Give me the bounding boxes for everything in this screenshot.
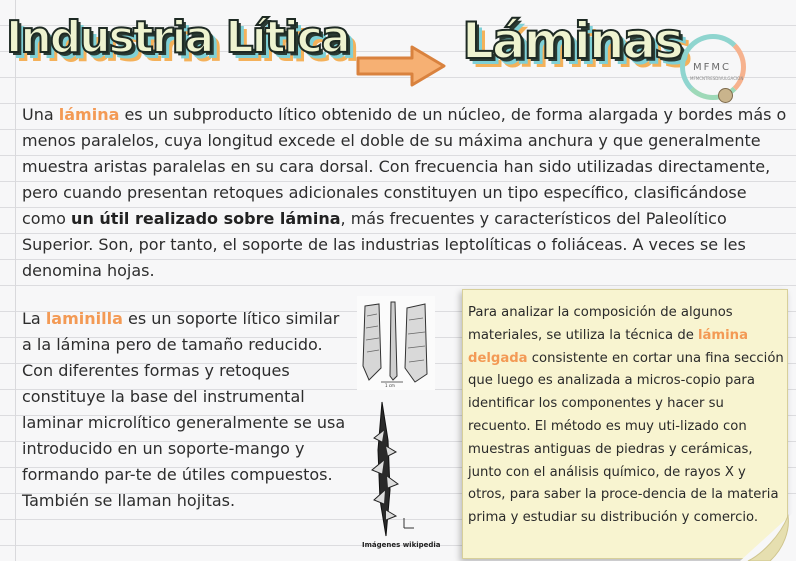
p2-text-1: La [22,309,46,328]
note-text-2: consistente en cortar una fina sección que luego es analizada a micros-copio para identificar los componentes y hacer su recuento. El método es muy uti-lizado con muestras antiguas de piedras y cerámicas, junto con el análisis químico, de rayos X y otros, para saber la proce-dencia de la materia prima y estudiar su distribución y comercio. [468,350,784,526]
highlight-lamina-delgada: lámina delgada [468,327,748,366]
scale-label: 1 cm [385,383,395,388]
p1-text-1: Una [22,105,59,124]
title-industria-litica: Industria Lítica [6,12,349,63]
highlight-laminilla: laminilla [45,309,123,328]
image-caption: Imágenes wikipedia [362,541,441,549]
note-text-1: Para analizar la composición de algunos materiales, se utiliza la técnica de [468,305,733,343]
p1-text-2: es un subproducto lítico obtenido de un núcleo, de forma alargada y bordes más o menos paralelos, cuya longitud excede el doble de su máxima anchura y que generalmente muestra aristas paralelas en su cara dorsal. Con frecuencia han sido utilizadas directamente, pero cuando presentan retoques adicionales constituyen un tipo específico, clasificándose como [22,105,787,228]
microlith-point-illustration [368,400,424,540]
bold-util-lamina: un útil realizado sobre lámina [71,209,341,228]
paragraph-laminilla [22,306,346,514]
arrow-right-icon [356,44,448,88]
p1-text-3: , más frecuentes y característicos del Paleolítico Superior. Son, por tanto, el soporte de las industrias leptolíticas o foliáceas. A veces se les denomina hojas. [22,209,746,280]
p2-text-2: es un soporte lítico similar a la lámina pero de tamaño reducido. Con diferentes formas y retoques constituye la base del instrumental laminar microlítico generalmente se usa introducido en un soporte-mango y formando par-te de útiles compuestos. También se llaman hojitas. [22,309,346,510]
avatar-icon [718,88,733,103]
paragraph-lamina [22,102,792,284]
note-text [468,302,786,530]
highlight-lamina: lámina [58,105,120,124]
logo-subtext: MFMCNTRESDIVULGACION [690,76,744,81]
mfmc-logo [680,34,750,104]
logo-text: MFMC [693,62,731,73]
lithic-blade-illustration [357,296,435,390]
page-curl-icon [740,510,796,561]
title-laminas: Láminas [462,12,682,70]
